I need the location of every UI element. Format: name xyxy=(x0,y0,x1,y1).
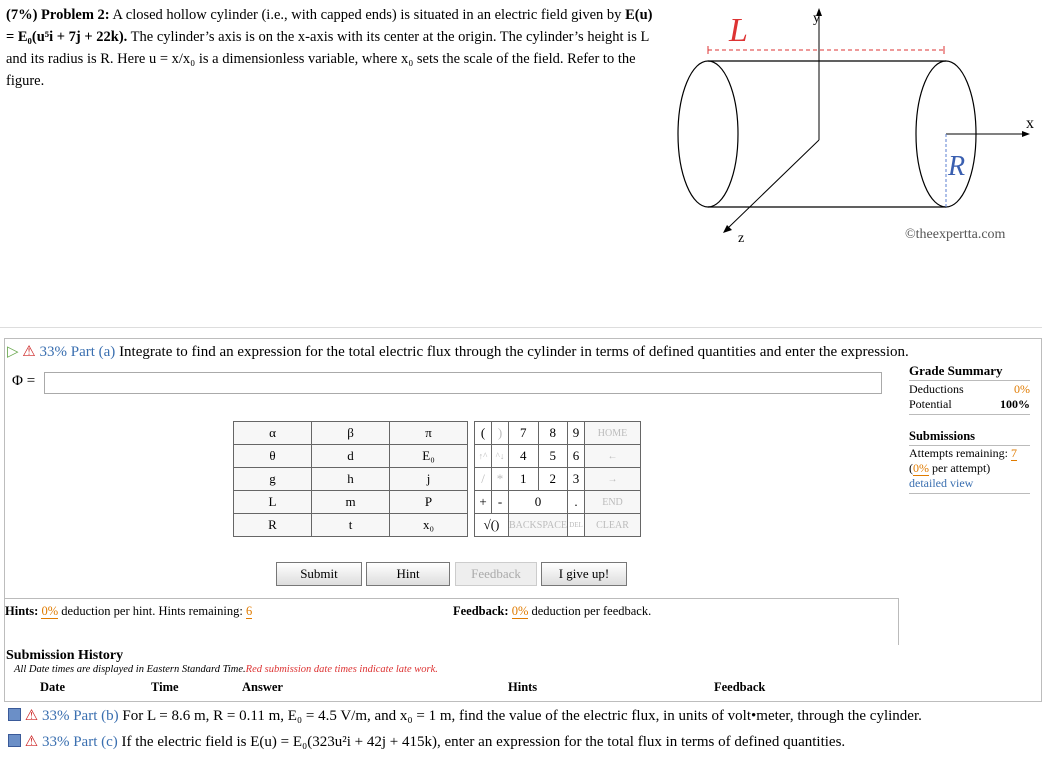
part-c-row[interactable] xyxy=(8,732,845,751)
warning-icon: ⚠ xyxy=(24,708,39,724)
key-end[interactable]: END xyxy=(585,491,641,514)
submit-button[interactable]: Submit xyxy=(276,562,362,586)
key-updown[interactable]: ^↓ xyxy=(492,445,509,468)
label-z: z xyxy=(738,231,745,246)
feedback-info xyxy=(453,604,651,619)
deductions-label: Deductions xyxy=(909,382,964,396)
key-clear[interactable]: CLEAR xyxy=(585,514,641,537)
key-minus[interactable]: - xyxy=(492,491,509,514)
feedback-text: deduction per feedback. xyxy=(531,604,652,618)
detailed-view-link[interactable]: detailed view xyxy=(909,476,1030,494)
submission-history xyxy=(6,648,438,675)
key-9[interactable]: 9 xyxy=(568,422,585,445)
col-hints: Hints xyxy=(508,680,538,694)
deductions-value: 0% xyxy=(1014,382,1030,396)
part-b-percent: 33% Part (b) xyxy=(41,708,119,724)
symbol-keypad xyxy=(233,421,468,537)
history-title: Submission History xyxy=(6,648,124,663)
expand-arrow-icon[interactable]: ▷ xyxy=(7,344,19,360)
problem-text-1: A closed hollow cylinder (i.e., with capped ends) is situated in an electric field given by xyxy=(112,7,622,23)
key-sqrt[interactable]: √() xyxy=(475,514,509,537)
hints-text: deduction per hint. Hints remaining: xyxy=(61,604,243,618)
key-7[interactable]: 7 xyxy=(509,422,539,445)
key-g[interactable]: g xyxy=(234,468,312,491)
hints-label: Hints: xyxy=(5,604,39,618)
col-time: Time xyxy=(151,680,179,694)
key-rparen[interactable]: ) xyxy=(492,422,509,445)
history-note: All Date times are displayed in Eastern Standard Time. xyxy=(14,664,246,675)
cylinder-left-cap xyxy=(678,61,738,207)
label-L: L xyxy=(729,12,748,49)
attempts-value: 7 xyxy=(1010,446,1017,460)
key-backspace[interactable]: BACKSPACE xyxy=(509,514,568,537)
key-home[interactable]: HOME xyxy=(585,422,641,445)
hints-remaining: 6 xyxy=(245,604,253,618)
hints-info xyxy=(5,604,252,619)
key-h[interactable]: h xyxy=(312,468,390,491)
field-expression: E(u) = E₀(u⁵i + 7j + 22k). xyxy=(6,7,653,45)
answer-label: Φ = xyxy=(12,373,36,389)
warning-icon: ⚠ xyxy=(22,344,36,360)
key-8[interactable]: 8 xyxy=(538,422,568,445)
key-L[interactable]: L xyxy=(234,491,312,514)
part-a-prompt: Integrate to find an expression for the total electric flux through the cylinder in terms of defined quantities and enter the expression. xyxy=(119,344,909,360)
key-multiply[interactable]: * xyxy=(492,468,509,491)
key-6[interactable]: 6 xyxy=(568,445,585,468)
col-answer: Answer xyxy=(242,680,283,694)
answer-input[interactable] xyxy=(44,372,882,394)
key-P[interactable]: P xyxy=(390,491,468,514)
key-d[interactable]: d xyxy=(312,445,390,468)
cylinder-figure xyxy=(676,0,1042,250)
col-feedback: Feedback xyxy=(714,680,766,694)
key-x0[interactable]: x₀ xyxy=(390,514,468,537)
potential-label: Potential xyxy=(909,397,952,411)
col-date: Date xyxy=(40,680,65,694)
key-del[interactable]: DEL xyxy=(568,514,585,537)
potential-value: 100% xyxy=(1000,397,1030,411)
watermark: ©theexpertta.com xyxy=(905,227,1006,242)
problem-title: Problem 2: xyxy=(41,7,110,23)
problem-statement xyxy=(6,4,656,92)
key-R[interactable]: R xyxy=(234,514,312,537)
key-right-arrow[interactable]: → xyxy=(585,468,641,491)
key-5[interactable]: 5 xyxy=(538,445,568,468)
part-b-text: For L = 8.6 m, R = 0.11 m, E₀ = 4.5 V/m, and x₀ = 1 m, find the value of the electric flux, in units of volt•meter, through the cylinder. xyxy=(122,708,922,724)
key-divide[interactable]: / xyxy=(475,468,492,491)
hints-pct: 0% xyxy=(41,604,59,618)
part-b-row[interactable] xyxy=(8,706,922,725)
key-dot[interactable]: . xyxy=(568,491,585,514)
per-attempt-value: 0% xyxy=(913,461,929,475)
history-note-red: Red submission date times indicate late work. xyxy=(245,664,438,675)
warning-icon: ⚠ xyxy=(24,734,39,750)
grade-summary-title: Grade Summary xyxy=(909,363,1003,378)
number-keypad xyxy=(474,421,641,537)
key-plus[interactable]: + xyxy=(475,491,492,514)
key-up[interactable]: ↑^ xyxy=(475,445,492,468)
part-a-percent: 33% Part (a) xyxy=(39,344,116,360)
attempts-label: Attempts remaining: xyxy=(909,446,1008,460)
problem-text-2: The cylinder’s axis is on the x-axis with its center at the origin. The cylinder’s height is L and its radius is R. Here u = x/x₀ is a dimensionless variable, where x₀ sets the scale of the field. Refer to the figure. xyxy=(6,29,649,89)
collapsed-box-icon[interactable] xyxy=(8,734,21,747)
hints-feedback-row xyxy=(4,598,899,645)
grade-summary: Grade Summary Deductions 0% Potential 100% Submissions Attempts remaining: 7 (0% per attempt) detailed view xyxy=(909,363,1030,494)
key-lparen[interactable]: ( xyxy=(475,422,492,445)
feedback-button[interactable]: Feedback xyxy=(455,562,537,586)
per-attempt-label: per attempt) xyxy=(932,461,991,475)
key-theta[interactable]: θ xyxy=(234,445,312,468)
give-up-button[interactable]: I give up! xyxy=(541,562,627,586)
key-2[interactable]: 2 xyxy=(538,468,568,491)
separator xyxy=(0,327,1042,328)
key-left-arrow[interactable]: ← xyxy=(585,445,641,468)
hint-button[interactable]: Hint xyxy=(366,562,450,586)
part-c-text: If the electric field is E(u) = E₀(323u²i + 42j + 415k), enter an expression for the total flux in terms of defined quantities. xyxy=(121,734,846,750)
key-0[interactable]: 0 xyxy=(509,491,568,514)
key-pi[interactable]: π xyxy=(390,422,468,445)
key-4[interactable]: 4 xyxy=(509,445,539,468)
submissions-title: Submissions xyxy=(909,429,976,443)
key-m[interactable]: m xyxy=(312,491,390,514)
part-a-header xyxy=(7,342,909,361)
key-1[interactable]: 1 xyxy=(509,468,539,491)
z-axis xyxy=(728,140,819,228)
feedback-label: Feedback: xyxy=(453,604,509,618)
part-c-percent: 33% Part (c) xyxy=(41,734,118,750)
key-E0[interactable]: E₀ xyxy=(390,445,468,468)
key-j[interactable]: j xyxy=(390,468,468,491)
key-beta[interactable]: β xyxy=(312,422,390,445)
label-y: y xyxy=(813,11,820,26)
key-alpha[interactable]: α xyxy=(234,422,312,445)
label-x: x xyxy=(1026,115,1034,132)
feedback-pct: 0% xyxy=(511,604,529,618)
problem-percent: (7%) xyxy=(6,7,38,23)
collapsed-box-icon[interactable] xyxy=(8,708,21,721)
key-3[interactable]: 3 xyxy=(568,468,585,491)
label-R: R xyxy=(948,151,966,182)
key-t[interactable]: t xyxy=(312,514,390,537)
